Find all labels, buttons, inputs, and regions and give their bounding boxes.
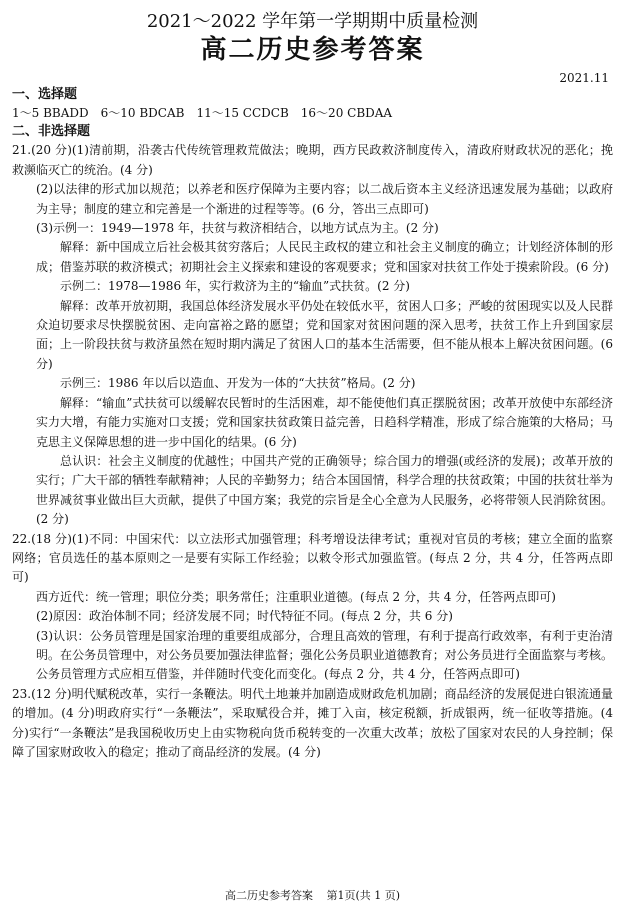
q21-example2: 示例二：1978—1986 年，实行救济为主的“输血”式扶贫。(2 分)	[60, 279, 410, 294]
footer-page-info: 第1页(共 1 页)	[326, 889, 401, 902]
footer-doc-name: 高二历史参考答案	[224, 889, 313, 902]
q22-part1-west: 西方近代：统一管理；职位分类；职务常任；注重职业道德。(每点 2 分，共 4 分，任答两点即可)	[36, 589, 556, 604]
q21-overall-understanding: 总认识：社会主义制度的优越性；中国共产党的正确领导；综合国力的增强(或经济的发展)；改革开放的实行；广大干部的牺牲奉献精神；人民的辛勤努力；结合本国国情，科学合理的扶贫政策；中国的扶贫壮举为世界减贫事业做出巨大贡献，提供了中国方案；我党的宗旨是全心全意为人民服务，必将带领人民消除贫困。(2 分)	[36, 453, 613, 527]
document-date: 2021.11	[559, 71, 609, 85]
q21-example3-explanation: 解释：“输血”式扶贫可以缓解农民暂时的生活困难，却不能使他们真正摆脱贫困；改革开放使中东部经济实力大增，有能力实施对口支援；党和国家扶贫政策日益完善，日趋科学精准，形成了综合施策的大格局；马克思主义保障思想的进一步中国化的结果。(6 分)	[36, 395, 613, 449]
q21-part2: (2)以法律的形式加以规范；以养老和医疗保障为主要内容；以二战后资本主义经济迅速发展为基础；以政府为主导；制度的建立和完善是一个渐进的过程等等。(6 分，答出三点即可)	[36, 182, 613, 216]
choice-answers: 1～5 BBADD 6～10 BDCAB 11～15 CCDCB 16～20 CBDAA	[12, 106, 393, 120]
q22-part2: (2)原因：政治体制不同；经济发展不同；时代特征不同。(每点 2 分，共 6 分)	[36, 609, 453, 624]
exam-title: 2021～2022 学年第一学期期中质量检测	[146, 11, 479, 32]
q21-example1-explanation: 解释：新中国成立后社会极其贫穷落后；人民民主政权的建立和社会主义制度的确立；计划经济体制的形成；借鉴苏联的救济模式；初期社会主义探索和建设的客观要求；党和国家对扶贫工作处于摸索阶段。(6 分)	[36, 240, 613, 274]
document-title: 高二历史参考答案	[200, 35, 425, 65]
section-heading-choice: 一、选择题	[12, 87, 78, 102]
q21-part3-example1: (3)示例一：1949—1978 年，扶贫与救济相结合，以地方试点为主。(2 分)	[36, 221, 439, 236]
q22-part1: 22.(18 分)(1)不同：中国宋代：以立法形式加强管理；科考增设法律考试；重视对官员的考核；建立全面的监察网络；官员选任的基本原则之一是要有实际工作经验；以敕令形式加强监管。(每点 2 分，共 4 分，任答两点即可)	[12, 531, 613, 585]
q21-part1: 21.(20 分)(1)清前期，沿袭古代传统管理救荒做法；晚期，西方民政救济制度传入，清政府财政状况的恶化；挽救濒临灭亡的统治。(4 分)	[12, 143, 613, 177]
section-heading-nonchoice: 二、非选择题	[12, 124, 91, 140]
q22-part3: (3)认识：公务员管理是国家治理的重要组成部分，合理且高效的管理，有利于提高行政效率，有利于吏治清明。在公务员管理中，对公务员要加强法律监督；强化公务员职业道德教育；对公务员进行全面监察与考核。公务员管理方式应相互借鉴，并伴随时代变化而变化。(每点 2 分，共 4 分，任答两点即可)	[36, 628, 613, 682]
q21-example2-explanation: 解释：改革开放初期，我国总体经济发展水平仍处在较低水平，贫困人口多；严峻的贫困现实以及人民群众迫切要求尽快摆脱贫困、走向富裕之路的愿望；党和国家对贫困问题的深入思考，扶贫工作上升到国家层面；上一阶段扶贫与救济虽然在短时期内满足了贫困人口的基本生活需要，但不能从根本上解决贫困问题。(6 分)	[36, 298, 613, 371]
q21-example3: 示例三：1986 年以后以造血、开发为一体的“大扶贫”格局。(2 分)	[60, 376, 416, 391]
page-footer	[0, 889, 625, 903]
q23-answer: 23.(12 分)明代赋税改革，实行一条鞭法。明代土地兼并加剧造成财政危机加剧；商品经济的发展促进白银流通量的增加。(4 分)明政府实行“一条鞭法”，采取赋役合并，摊丁入亩，核定税额，折成银两，统一征收等措施。(4 分)实行“一条鞭法”是我国税收历史上由实物税向货币税转变的一次重大改革；放松了国家对农民的人身控制；保障了国家财政收入的稳定；推动了商品经济的发展。(4 分)	[12, 686, 613, 759]
